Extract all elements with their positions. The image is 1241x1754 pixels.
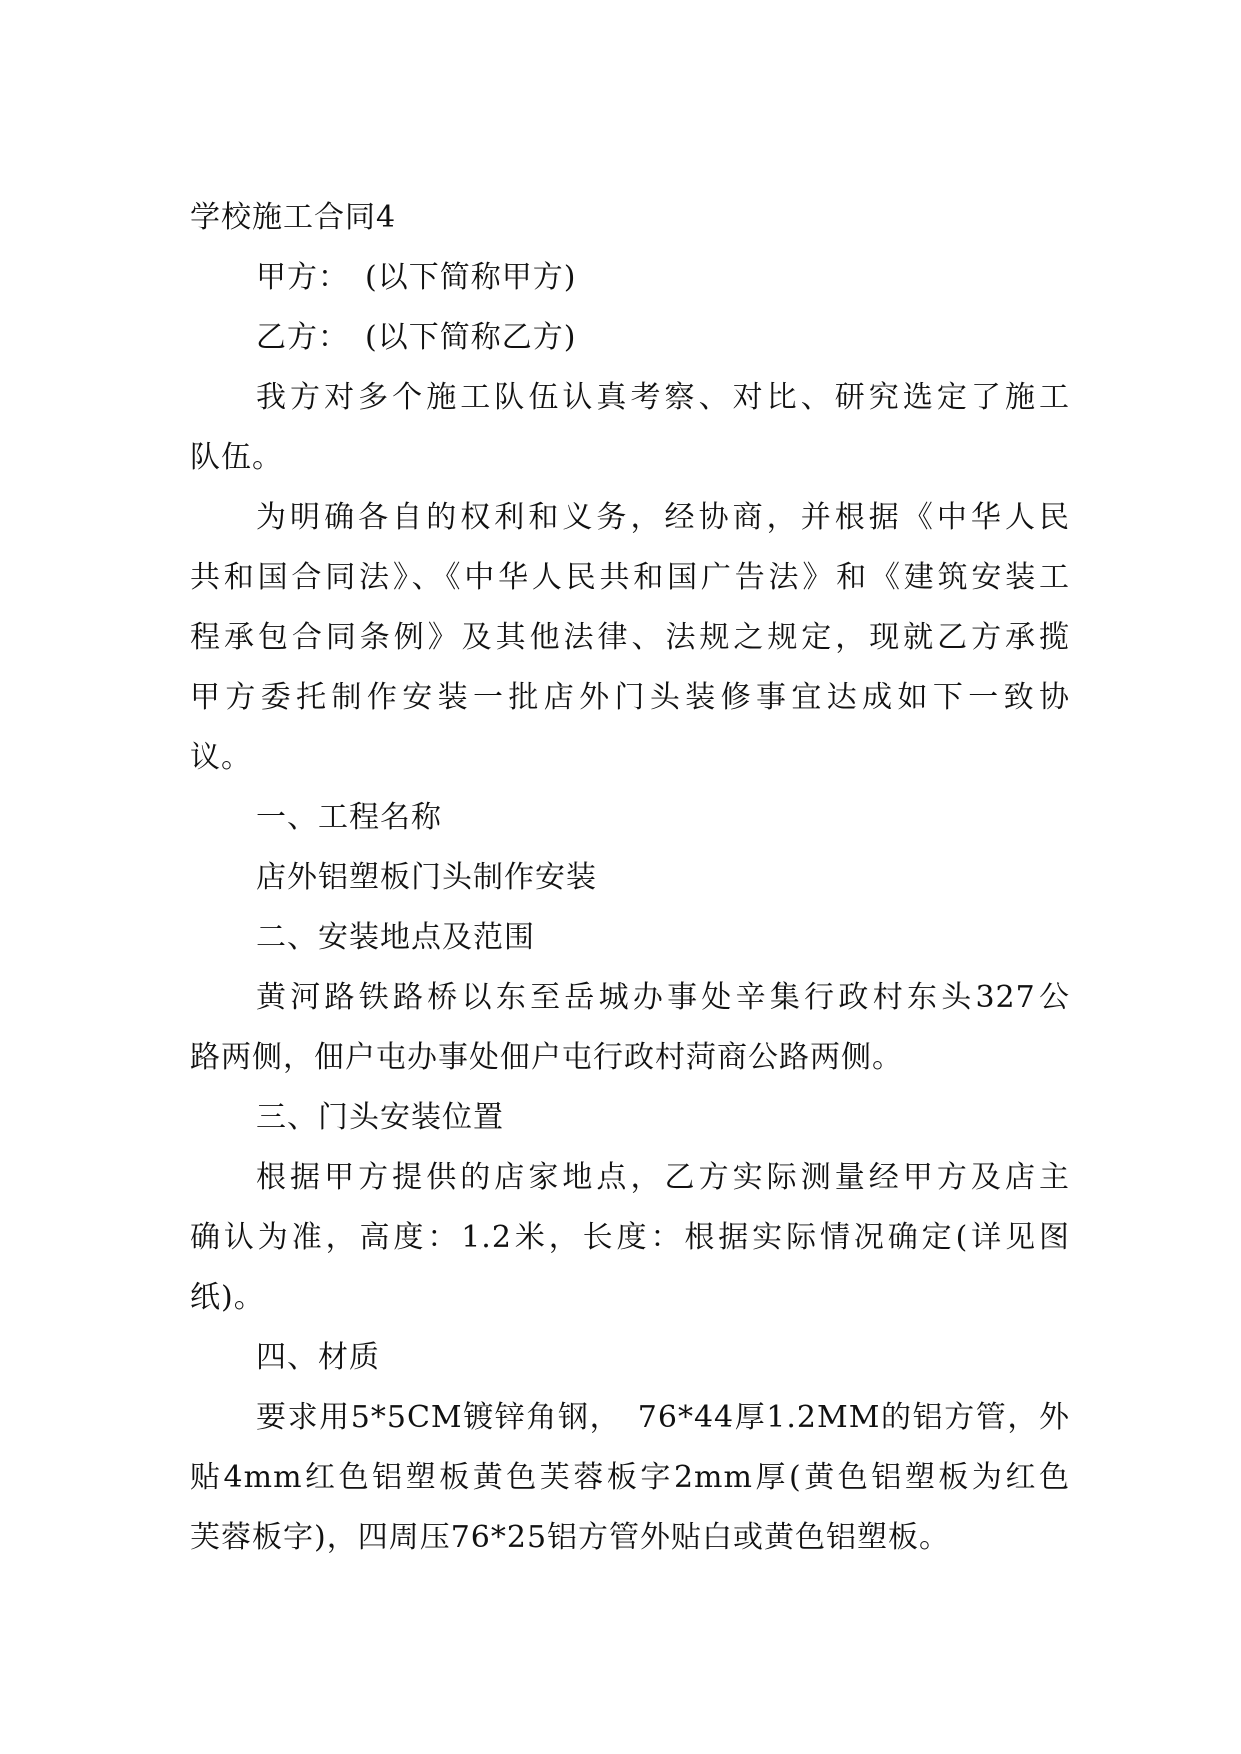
- party-b-line: 乙方： (以下简称乙方): [256, 320, 577, 355]
- section-4-heading: 四、材质: [256, 1340, 380, 1375]
- document-title: 学校施工合同4: [190, 200, 397, 235]
- basis-line-5: 议。: [190, 740, 252, 775]
- section-2-body-line-1: 黄河路铁路桥以东至岳城办事处辛集行政村东头327公: [256, 980, 1070, 1015]
- section-4-body-line-2: 贴4mm红色铝塑板黄色芙蓉板字2mm厚(黄色铝塑板为红色: [190, 1460, 1070, 1495]
- section-1-heading: 一、工程名称: [256, 800, 442, 835]
- section-3-body-line-2: 确认为准，高度：1.2米，长度：根据实际情况确定(详见图: [190, 1220, 1070, 1255]
- basis-line-4: 甲方委托制作安装一批店外门头装修事宜达成如下一致协: [190, 680, 1070, 715]
- basis-line-3: 程承包合同条例》及其他法律、法规之规定，现就乙方承揽: [190, 620, 1070, 655]
- party-a-line: 甲方： (以下简称甲方): [256, 260, 577, 295]
- intro-line-2: 队伍。: [190, 440, 283, 475]
- section-2-heading: 二、安装地点及范围: [256, 920, 535, 955]
- section-3-body-line-1: 根据甲方提供的店家地点，乙方实际测量经甲方及店主: [256, 1160, 1070, 1195]
- section-3-heading: 三、门头安装位置: [256, 1100, 504, 1135]
- basis-line-1: 为明确各自的权利和义务，经协商，并根据《中华人民: [256, 500, 1070, 535]
- basis-line-2: 共和国合同法》、《中华人民共和国广告法》和《建筑安装工: [190, 560, 1070, 595]
- intro-line-1: 我方对多个施工队伍认真考察、对比、研究选定了施工: [256, 380, 1070, 415]
- section-4-body-line-3: 芙蓉板字)，四周压76*25铝方管外贴白或黄色铝塑板。: [190, 1520, 951, 1555]
- section-4-body-line-1: 要求用5*5CM镀锌角钢， 76*44厚1.2MM的铝方管，外: [256, 1400, 1070, 1435]
- section-3-body-line-3: 纸)。: [190, 1280, 265, 1315]
- section-2-body-line-2: 路两侧，佃户屯办事处佃户屯行政村菏商公路两侧。: [190, 1040, 903, 1075]
- section-1-body-line-1: 店外铝塑板门头制作安装: [256, 860, 597, 895]
